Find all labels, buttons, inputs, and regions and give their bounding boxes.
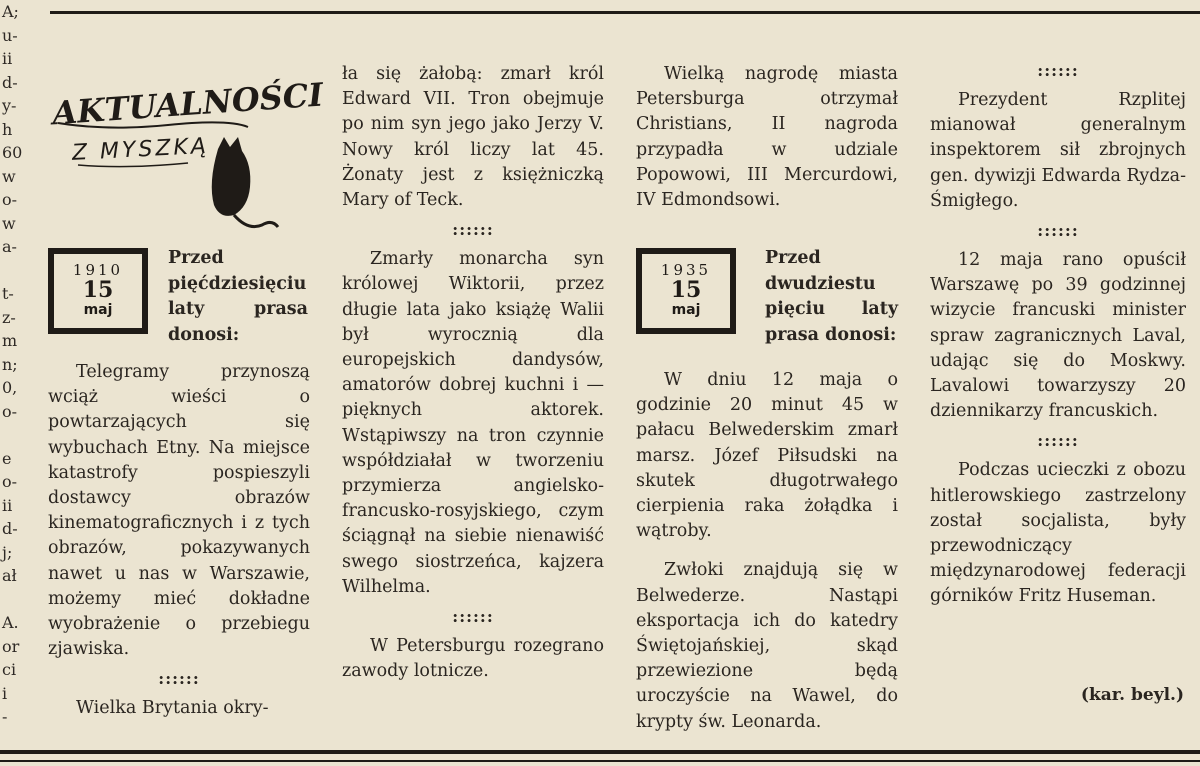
edge-fragment: ał xyxy=(2,566,17,585)
edge-fragment: u- xyxy=(2,25,18,45)
article-aviation: W Petersburgu rozegrano zawody lotnicze. xyxy=(342,636,604,682)
article-laval: 12 maja rano opuścił Warszawę po 39 godzinnej wizycie francuski minister spraw zagranicznych Laval, udając się do Moskwy. Lavalowi towarzyszy 20 dziennikarzy francuskich. xyxy=(930,250,1186,422)
bottom-rule-thin xyxy=(0,760,1200,762)
date-month: maj xyxy=(671,302,701,318)
separator: :::::: xyxy=(158,669,200,689)
edge-fragment xyxy=(2,423,22,447)
date-year: 1935 xyxy=(660,261,712,279)
headline-1935: Przed dwudziestu pięciu laty prasa donosi: xyxy=(765,248,898,345)
edge-fragment: 0, xyxy=(2,378,18,397)
edge-fragment: a- xyxy=(2,237,17,256)
article-etna: Telegramy przynoszą wciąż wieści o powtarzających się wybuchach Etny. Na miejsce katastrofy pospieszyli dostawcy obrazów kinematograficznych i z tych obrazów, pokazywanych nawet u nas w Warszawie, możemy mieć dokładne wyobrażenie o przebiegu zjawiska. xyxy=(48,362,310,660)
edge-fragment: i xyxy=(2,683,8,703)
column-logo xyxy=(48,65,325,235)
edge-fragment: ci xyxy=(2,660,17,679)
separator: :::::: xyxy=(452,220,494,240)
edge-fragment: z- xyxy=(2,307,16,327)
edge-fragment: j; xyxy=(2,542,13,562)
edge-fragment: n; xyxy=(2,354,18,374)
date-year: 1910 xyxy=(72,261,124,279)
edge-fragment: e xyxy=(2,448,12,468)
edge-fragment: o- xyxy=(2,472,18,491)
edge-fragment: w xyxy=(2,213,16,233)
top-rule xyxy=(50,11,1200,14)
edge-fragment xyxy=(2,588,22,612)
bottom-rule xyxy=(0,750,1200,754)
article-huseman: Podczas ucieczki z obozu hitlerowskiego zastrzelony został socjalista, były przewodniczący międzynarodowej federacji górników Fritz Huseman. xyxy=(930,460,1186,607)
logo-subtitle: Z MYSZKĄ xyxy=(71,133,210,166)
separator: :::::: xyxy=(1037,61,1079,80)
headline-1910: Przed pięćdziesięciu laty prasa donosi: xyxy=(168,248,308,345)
column-2 xyxy=(342,62,604,684)
edge-fragment: ii xyxy=(2,495,13,515)
column-3-bottom xyxy=(636,368,898,735)
date-box-1935 xyxy=(636,248,736,334)
edge-fragment: or xyxy=(2,636,20,656)
edge-fragment: t- xyxy=(2,284,14,303)
separator: :::::: xyxy=(1037,431,1079,451)
separator: :::::: xyxy=(1037,221,1079,241)
date-box-1910 xyxy=(48,248,148,334)
article-britain-cont: ła się żałobą: zmarł król Edward VII. Tron obejmuje po nim syn jego jako Jerzy V. Nowy król liczy lat 45. Żonaty jest z księżniczką Mary of Teck. xyxy=(342,64,604,211)
edge-fragment: ii xyxy=(2,49,13,68)
edge-fragment: d- xyxy=(2,72,18,92)
date-day: 15 xyxy=(82,277,114,303)
edge-fragment: y- xyxy=(2,96,17,115)
edge-fragment: 60 xyxy=(2,143,23,162)
edge-fragment xyxy=(2,259,22,283)
logo-title: AKTUALNOŚCI xyxy=(51,75,325,133)
edge-fragment: A. xyxy=(2,613,19,632)
edge-fragment: d- xyxy=(2,519,18,538)
mouse-logo-icon xyxy=(48,65,325,235)
edge-fragment: o- xyxy=(2,401,18,421)
signature: (kar. beyl.) xyxy=(1080,685,1184,705)
edge-fragment: m xyxy=(2,331,18,350)
edge-fragment: A; xyxy=(2,2,19,21)
date-day: 15 xyxy=(670,277,702,303)
article-prize: Wielką nagrodę miasta Petersburga otrzymał Christians, II nagroda przypadła w udziale Popowowi, III Mercurdowi, IV Edmondsowi. xyxy=(636,64,898,211)
left-edge-fragments xyxy=(2,0,22,729)
article-britain-start: Wielka Brytania okry- xyxy=(76,698,269,719)
article-edward: Zmarły monarcha syn królowej Wiktorii, przez długie lata jako książę Walii był wyrocznią dla europejskich dandysów, amatorów dobrej kuchni i — pięknych aktorek. Wstąpiwszy na tron czynnie współdziałał w tworzeniu przymierza angielsko-francusko-rosyjskiego, czym ściągnął na siebie nienawiść swego siostrzeńca, kajzera Wilhelma. xyxy=(342,249,604,597)
separator: :::::: xyxy=(452,607,494,627)
edge-fragment: w xyxy=(2,166,16,186)
column-3-top xyxy=(636,62,898,213)
article-president: Prezydent Rzplitej mianował generalnym inspektorem sił zbrojnych gen. dywizji Edwarda Rydza-Śmigłego. xyxy=(930,90,1186,211)
article-belweder: Zwłoki znajdują się w Belwederze. Nastąpi eksportacja ich do katedry Świętojańskiej, skąd przewiezione będą uroczyście na Wawel, do krypty św. Leonarda. xyxy=(636,560,898,732)
edge-fragment: h xyxy=(2,119,13,139)
column-4 xyxy=(930,58,1186,610)
edge-fragment: - xyxy=(2,707,8,726)
edge-fragment: o- xyxy=(2,190,18,209)
date-month: maj xyxy=(83,302,113,318)
article-pilsudski: W dniu 12 maja o godzinie 20 minut 45 w pałacu Belwederskim zmarł marsz. Józef Piłsudski na skutek długotrwałego cierpienia raka żołądka i wątroby. xyxy=(636,370,898,542)
column-1 xyxy=(48,360,310,722)
